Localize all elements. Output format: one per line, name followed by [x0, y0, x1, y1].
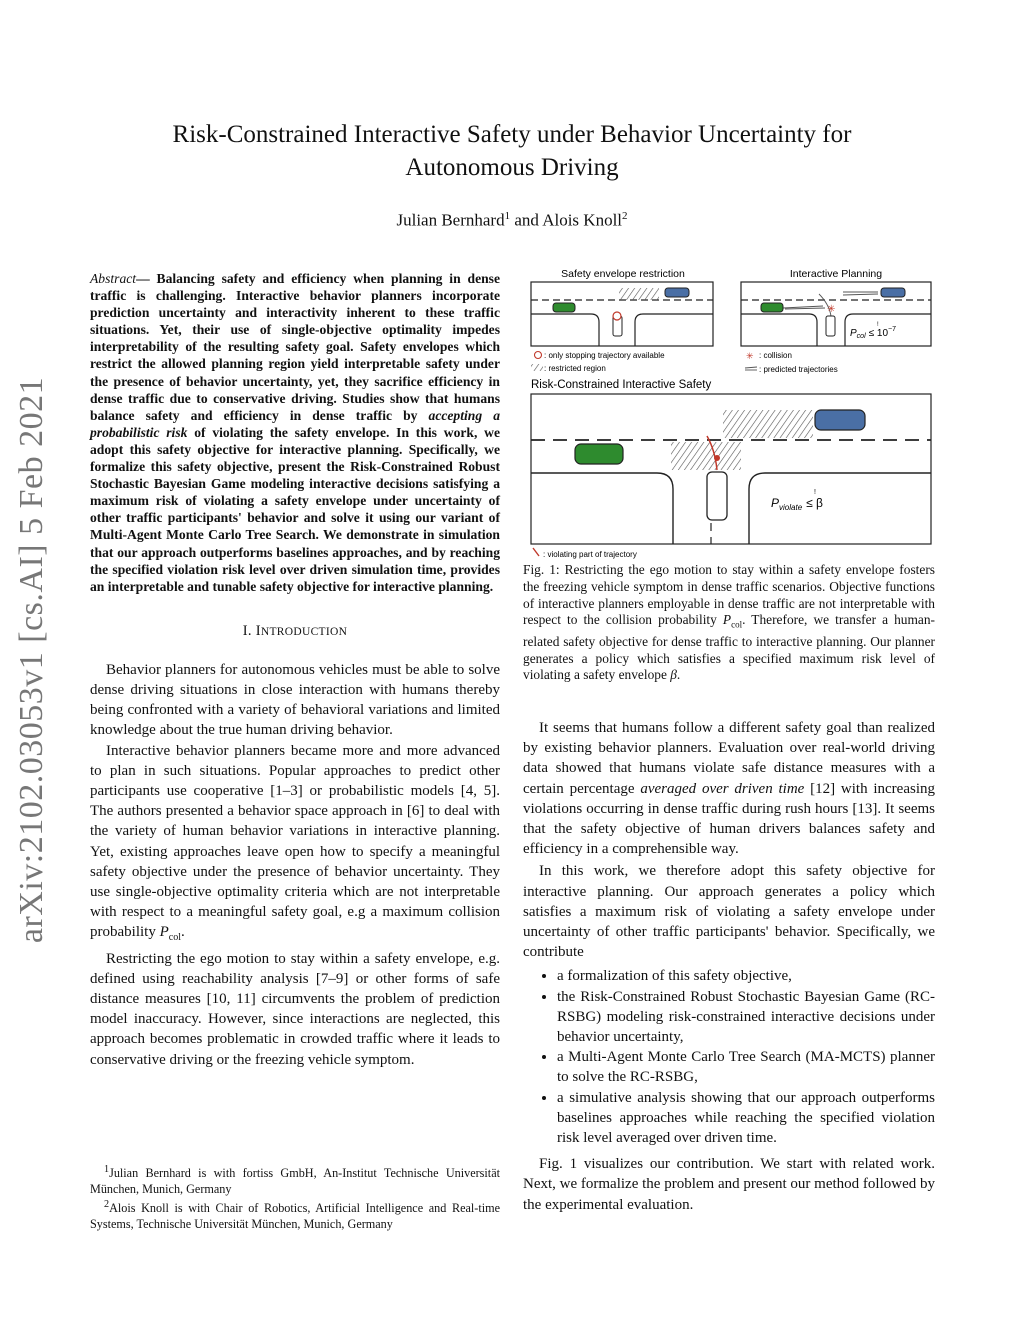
legend-violating: : violating part of trajectory: [543, 550, 637, 559]
pviolate-label-p: P: [771, 496, 780, 510]
right-column: [523, 718, 935, 1215]
green-car-right: [761, 303, 783, 312]
section-cap: I: [255, 622, 261, 639]
footnote-1-text: Julian Bernhard is with fortiss GmbH, An-Institut Technische Universität München, Munich, Germany: [90, 1166, 500, 1196]
abstract: [90, 270, 500, 595]
right-paragraph-2: In this work, we therefore adopt this safety objective for interactive planning. Our approach generates a policy which satisfies a maximum risk of violating a safety envelope under uncertainty of other traffic participants' behavior. Specifically, we contribute: [523, 863, 935, 961]
arxiv-identifier: [6, 370, 58, 950]
section-number: I.: [242, 622, 256, 639]
pcol-subscript: col: [168, 932, 181, 944]
author-2: Alois Knoll: [542, 210, 623, 230]
blue-car-right: [881, 288, 905, 297]
intro-paragraph-1: Behavior planners for autonomous vehicles must be able to solve dense driving situations in close interaction with humans thereby being confronted with a variety of behavioral variations and limited knowledge about the true human driving behavior.: [90, 661, 500, 739]
caption-pcol: P: [722, 612, 732, 628]
fig-label-bottom: Risk-Constrained Interactive Safety: [531, 379, 712, 391]
green-car-bottom: [575, 444, 623, 464]
contribution-list: [523, 966, 935, 1148]
legend-predicted: : predicted trajectories: [759, 365, 838, 374]
paper-title: [120, 118, 904, 184]
footnote-2-text: Alois Knoll is with Chair of Robotics, Artificial Intelligence and Real-time Systems, Technische Universität München, Munich, Germany: [90, 1201, 500, 1231]
violating-region-bottom: [671, 442, 741, 470]
intro-paragraph-2: [90, 741, 500, 949]
caption-label: Fig. 1:: [523, 562, 565, 577]
blue-car-bottom: [815, 410, 865, 430]
legend-stop: : only stopping trajectory available: [544, 351, 665, 360]
contribution-item: • a simulative analysis showing that our approach outperforms baselines approaches while reaching the specified violation risk level averaged over driven time.: [557, 1088, 935, 1149]
right-paragraph-3: Fig. 1 visualizes our contribution. We start with related work. Next, we formalize the problem and present our method followed by the experimental evaluation.: [523, 1156, 935, 1213]
predicted-legend-icon: [745, 367, 757, 370]
contribution-item: • a formalization of this safety objective,: [557, 966, 935, 986]
authors: [120, 210, 904, 231]
pcol-label-bound: ≤ 10: [868, 328, 889, 339]
pcol-symbol: P: [159, 924, 169, 941]
pcol-label-exp: −7: [888, 326, 896, 333]
violating-legend-icon: [533, 548, 539, 556]
restricted-legend-icon: [531, 364, 543, 371]
pcol-label-p: P: [850, 328, 857, 339]
violation-point: [714, 455, 720, 461]
abstract-text-2: of violating the safety envelope. In this work, we adopt this safety objective for interactive planning. Specifically, we formalize this safety objective, present the Risk-Constrained Robust Stochastic Bayesian Game modeling interactive decisions satisfying a maximum risk of violating a safety envelope under uncertainty of other traffic participants' behavior and solve it using our variant of Multi-Agent Monte Carlo Tree Search. We demonstrate in simulation that our approach outperforms baselines approaches, and by reaching the specified violation risk level over driven simulation time, provides an interpretable and tunable safety objective for interactive planning.: [90, 424, 500, 594]
ego-car-bottom: [707, 472, 727, 520]
pcol-label-sub: col: [856, 333, 866, 340]
author-and: and: [510, 210, 543, 230]
ego-car-right: [826, 316, 835, 336]
pcol-leq-mark: !: [877, 322, 879, 328]
restricted-region-left: [619, 288, 659, 300]
caption-period: .: [676, 667, 681, 683]
title-line-2: Autonomous Driving: [405, 154, 619, 181]
intro-paragraph-2-text: Interactive behavior planners became more and more advanced to plan in such situations. Popular approaches to predict other participants use cooperative [1–3] or probabilistic models [4, 5]. The authors presented a behavior space approach in [6] to deal with the variety of human behavior variations in interactive planning. Yet, existing approaches leave open how to specify a meaningful safety objective under the presence of behavior uncertainty. They use single-objective optimality criteria which are not interpretable with respect to a meaningful safety goal, e.g a maximum collision probability: [90, 742, 500, 941]
caption-pcol-sub: col: [731, 620, 743, 631]
abstract-label: Abstract: [90, 271, 137, 286]
title-line-1: Risk-Constrained Interactive Safety under Behavior Uncertainty for: [172, 121, 852, 148]
fig-label-right: Interactive Planning: [789, 268, 883, 280]
pcol-label: [850, 326, 896, 340]
blue-car-left: [665, 288, 689, 297]
arxiv-identifier-text: arXiv:2102.03053v1 [cs.AI] 5 Feb 2021: [13, 376, 50, 944]
abstract-emphasis: accepting a probabilistic risk: [90, 407, 500, 440]
footnote-2-mark: 2: [104, 1199, 110, 1211]
intro-paragraph-3: Restricting the ego motion to stay within a safety envelope, e.g. defined using reachability analysis [7–9] or other forms of safe distance measures [10, 11] circumvents the problem of prediction model inaccuracy. However, since interactions are neglected, this approach becomes problematic in crowded traffic where it leads to conservative driving or the freezing vehicle symptom.: [90, 950, 500, 1068]
footnotes: [90, 1162, 500, 1233]
figure-1: [523, 264, 937, 562]
footnote-2: [90, 1197, 500, 1232]
contribution-item: • the Risk-Constrained Robust Stochastic Bayesian Game (RC-RSBG) modeling risk-constrained interactive decisions under behavior uncertainty,: [557, 987, 935, 1048]
caption-text-2: . Therefore, we transfer a human-related safety objective for dense traffic to interactive planning. Our planner generates a policy which satisfies a specified maximum risk level of violating a safety envelope: [523, 612, 936, 683]
section-rest: NTRODUCTION: [260, 625, 348, 638]
section-heading-introduction: [90, 623, 500, 640]
abstract-text-1: Balancing safety and efficiency when planning in dense traffic is challenging. Interactive behavior planners incorporate prediction uncertainty and interactivity inherent to these traffic situations. Yet, their use of single-objective optimality impedes interpretability of the resulting safety goal. Safety envelopes which restrict the allowed planning region yield interpretable safety under the presence of behavior uncertainty, yet, they sacrifice efficiency in dense traffic due to conservative driving. Studies show that humans balance safety and efficiency in dense traffic by: [90, 271, 500, 423]
right-paragraph-1: [523, 718, 935, 859]
pviolate-label-bound: ≤ β: [806, 496, 823, 510]
footnote-1-mark: 1: [104, 1164, 110, 1175]
collision-legend-icon: ✳: [746, 351, 754, 361]
caption-text-1: Restricting the ego motion to stay within a safety envelope fosters the freezing vehicle symptom in dense traffic scenarios. Objective functions of interactive planners employable in dense traffic are not interpretable with respect to the collision probability: [523, 562, 936, 628]
right-paragraph-1a: It seems that humans follow a different safety goal than realized by existing behavior planners. Evaluation over real-world driving data showed that humans violate safe distance measures with a certain percentage: [523, 720, 935, 797]
legend-collision: : collision: [759, 351, 792, 360]
author-1: Julian Bernhard: [396, 210, 505, 230]
legend-restricted: : restricted region: [544, 364, 606, 373]
right-paragraph-1b: [12] with increasing violations occurring in dense traffic during rush hours [13]. It seems that the safety objective of human drivers balances safety and efficiency in a comprehensible way.: [523, 780, 935, 858]
stop-legend-icon: [535, 352, 542, 359]
contribution-item: • a Multi-Agent Monte Carlo Tree Search (MA-MCTS) planner to solve the RC-RSBG,: [557, 1047, 935, 1087]
caption-beta: β: [670, 667, 677, 683]
restricted-region-bottom: [723, 410, 813, 438]
pviolate-leq-mark: !: [814, 489, 816, 496]
fig-label-left: Safety envelope restriction: [561, 268, 685, 280]
pviolate-label: [771, 496, 823, 512]
stop-icon-left: [613, 312, 621, 320]
author-1-sup: 1: [504, 210, 511, 222]
abstract-dash: —: [136, 271, 157, 286]
collision-icon-right: ✳: [827, 304, 836, 315]
figure-1-caption: [523, 562, 935, 684]
green-car-left: [553, 303, 575, 312]
footnote-1: [90, 1162, 500, 1197]
pviolate-label-sub: violate: [779, 503, 803, 512]
author-2-sup: 2: [622, 210, 628, 222]
right-paragraph-1-emphasis: averaged over driven time: [640, 780, 805, 797]
intro-period: .: [180, 924, 185, 941]
left-column: [90, 270, 500, 1070]
